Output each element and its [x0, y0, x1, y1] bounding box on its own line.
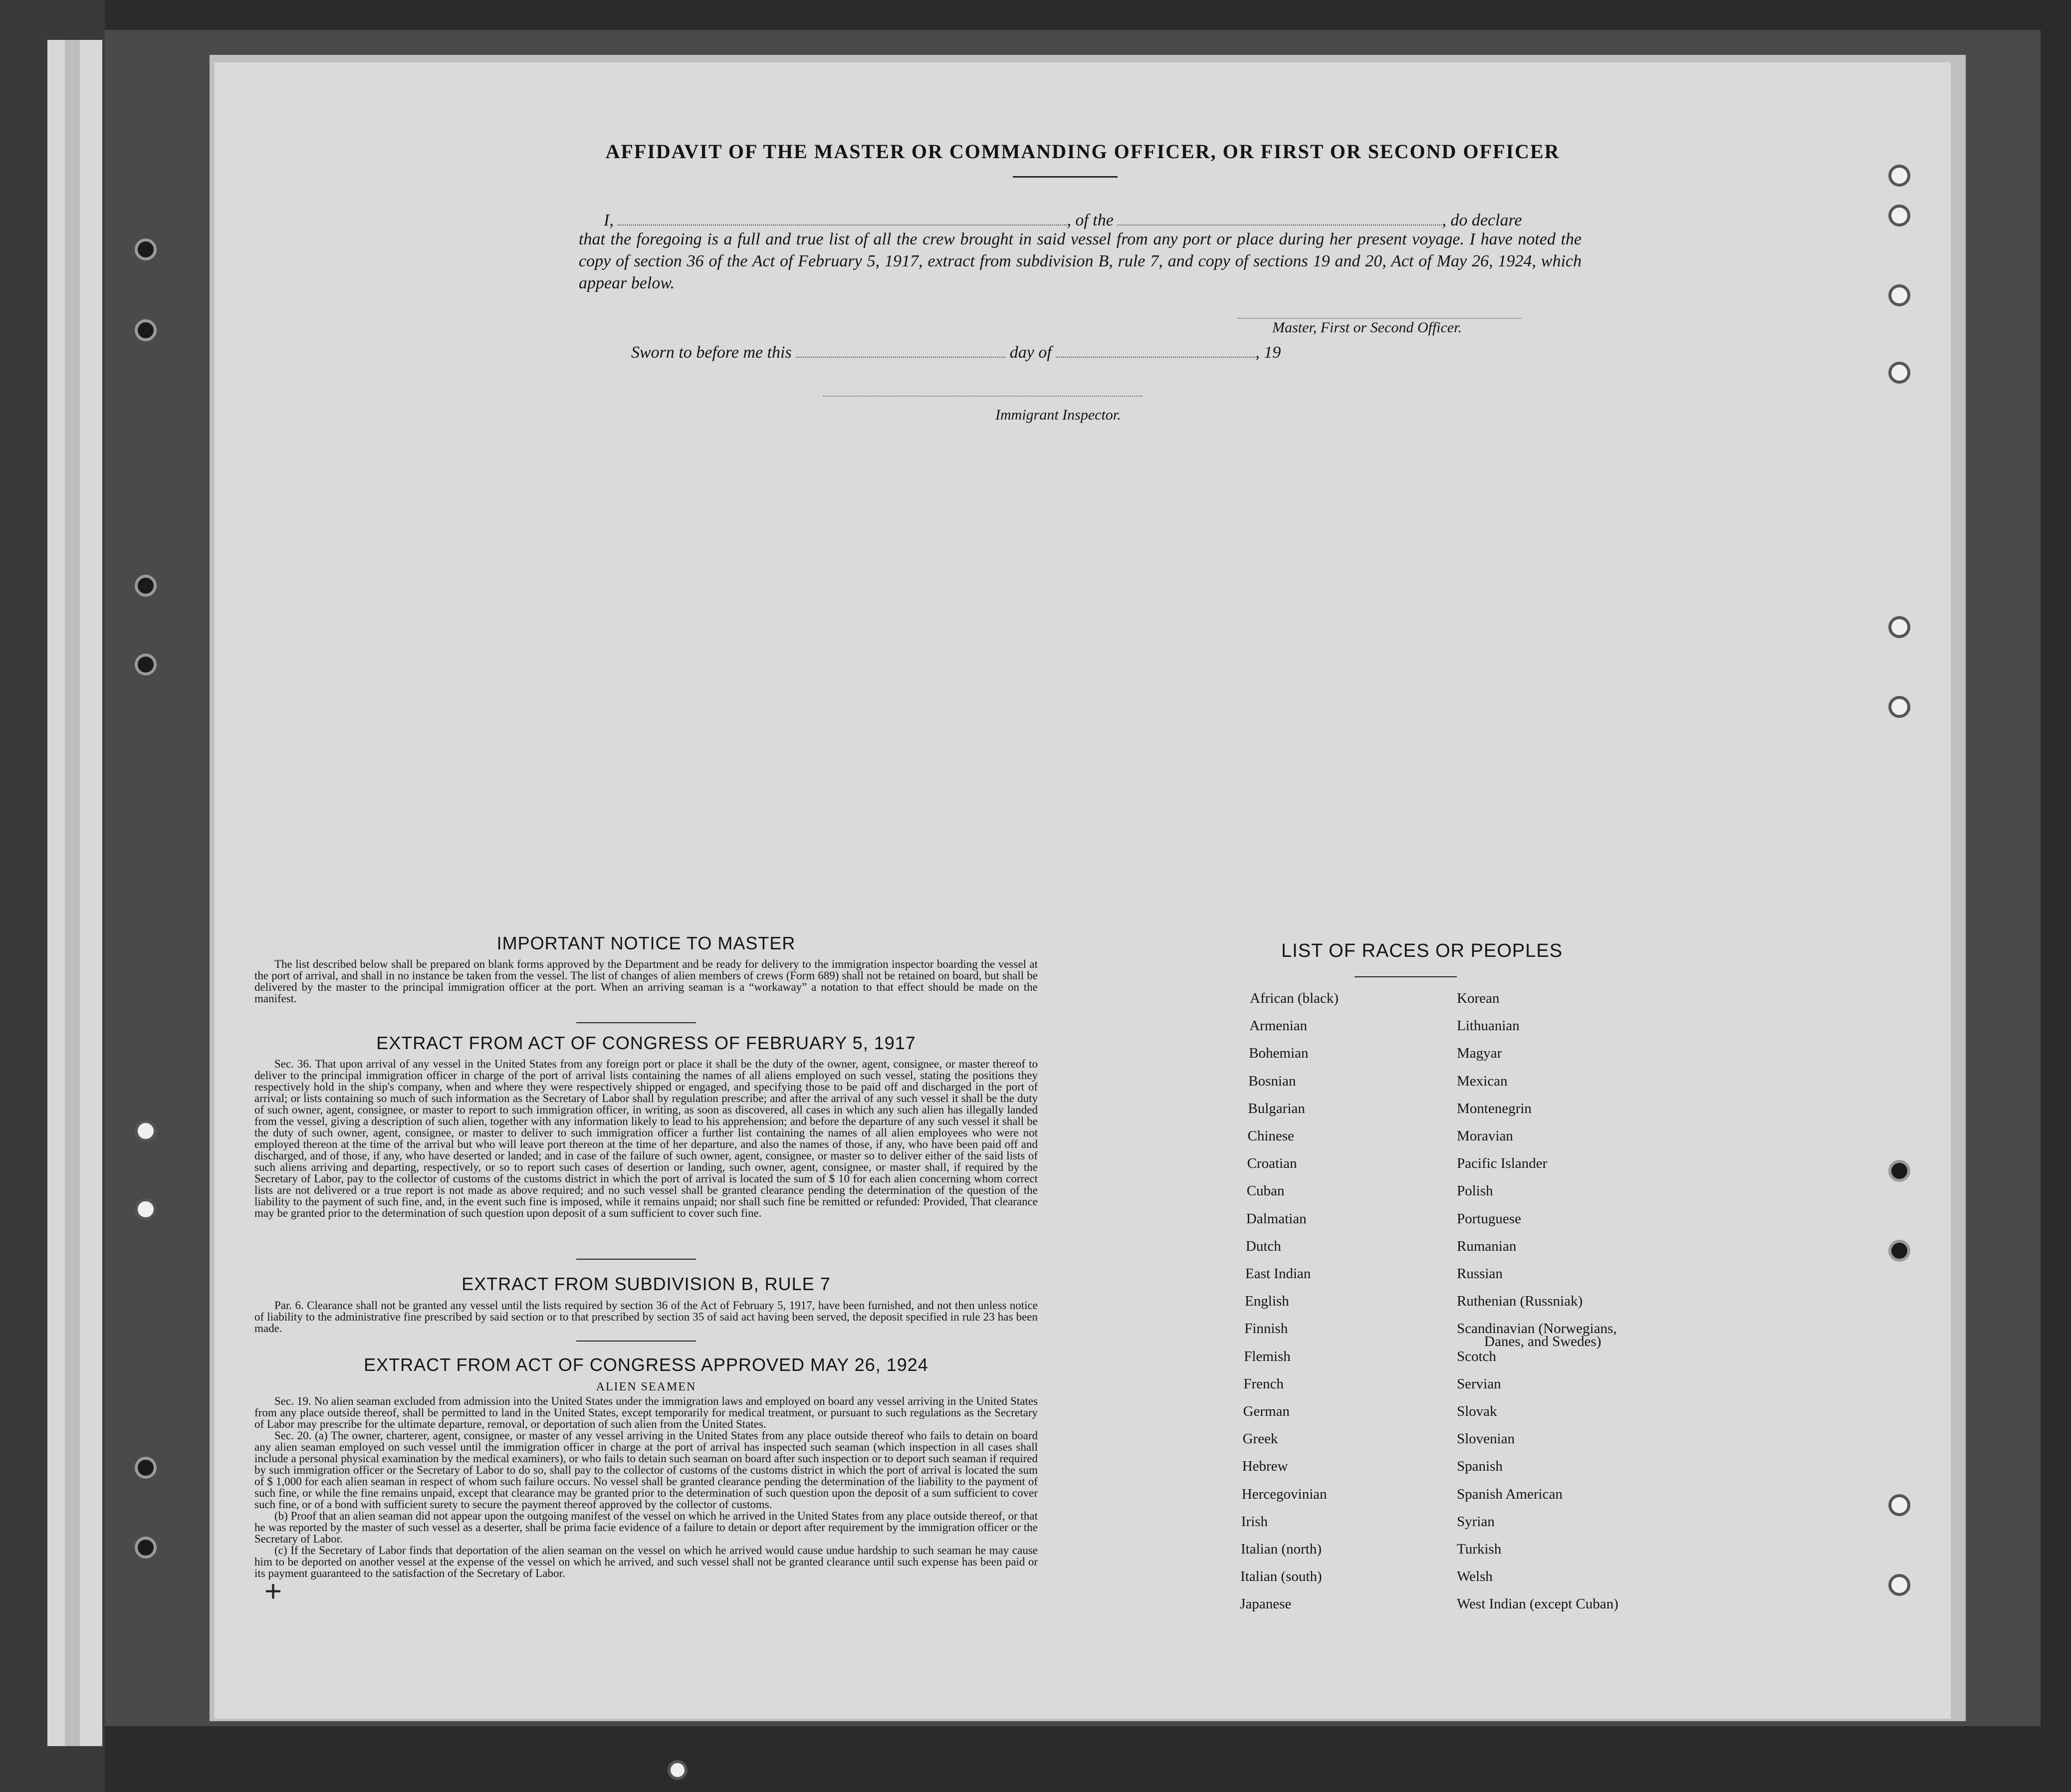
races-title: LIST OF RACES OR PEOPLES — [1281, 940, 1563, 961]
master-signature-label: Master, First or Second Officer. — [1272, 319, 1462, 336]
race-item: Magyar — [1457, 1045, 1502, 1062]
race-item: Scandinavian (Norwegians, — [1457, 1321, 1617, 1337]
race-item: German — [1243, 1403, 1290, 1419]
punch-hole-icon — [135, 1457, 157, 1479]
punch-hole-icon — [135, 575, 157, 597]
extract-1924-text — [254, 1395, 1038, 1579]
punch-hole-icon — [1888, 1494, 1910, 1516]
race-item: Korean — [1457, 990, 1500, 1006]
race-item: Pacific Islander — [1457, 1155, 1548, 1172]
punch-hole-icon — [135, 1198, 157, 1220]
punch-hole-icon — [135, 654, 157, 675]
year-label: , 19 — [1255, 343, 1281, 362]
race-item: English — [1245, 1293, 1289, 1310]
race-item: Japanese — [1240, 1596, 1292, 1612]
vessel-name-field[interactable] — [1118, 210, 1442, 225]
notice-heading: IMPORTANT NOTICE TO MASTER — [496, 933, 796, 953]
race-item: Lithuanian — [1457, 1018, 1520, 1034]
race-item: East Indian — [1245, 1266, 1311, 1282]
race-item: Bosnian — [1248, 1073, 1296, 1089]
race-item: Croatian — [1247, 1155, 1297, 1172]
race-item: Polish — [1457, 1183, 1493, 1199]
inspector-signature-label: Immigrant Inspector. — [995, 407, 1121, 423]
race-item: Russian — [1457, 1266, 1503, 1282]
section-rule — [576, 1341, 696, 1342]
affidavit-body: that the foregoing is a full and true list of all the crew brought in said vessel from any port or place during her present voyage. I have noted the copy of section 36 of the Act of February 5, 1917, extract from subdivision B, rule 7, and copy of sections 19 and 20, Act of May 26, 1924, which appear below. — [579, 230, 1582, 292]
sworn-day-field[interactable] — [796, 342, 1005, 358]
race-item: Flemish — [1244, 1348, 1291, 1364]
race-item-continuation: Danes, and Swedes) — [1484, 1334, 1602, 1350]
race-item: French — [1243, 1375, 1284, 1392]
punch-hole-icon — [1888, 696, 1910, 718]
corner-mark: + — [264, 1574, 282, 1608]
extract-1917-text: Sec. 36. That upon arrival of any vessel in the United States from any foreign port or place it shall be the duty of the owner, agent, consignee, or master thereof to deliver to the principal immigration officer in charge of the port of arrival lists containing the names of all aliens employed on such vessel, stating the positions they respectively hold in the ship's company, when and where they were respectively shipped or engaged, and specifying those to be paid off and discharged in the port of arrival; or lists containing so much of such information as the Secretary of Labor shall by regulation prescribe; and after the arrival of any such vessel it shall be the duty of such owner, agent, consignee, or master to report to such immigration officer, in writing, as soon as discovered, all cases in which any such alien has illegally landed from the vessel, giving a description of such alien, together with any information likely to lead to his apprehension; and before the departure of any such vessel it shall be the duty of such owner, agent, consignee, or master to deliver to such immigration officer a further list containing the names of all alien employees who were not employed thereon at the time of the arrival but who will leave port thereon at the time of her departure, and also the names of those, if any, who have been paid off and discharged, and of those, if any, who have deserted or landed; and in case of the failure of such owner, agent, consignee, or master so to deliver either of the said lists of such aliens arriving and departing, respectively, or so to report such cases of desertion or landing, such owner, agent, consignee, or master shall, if required by the Secretary of Labor, pay to the collector of customs of the customs district in which the port of arrival is located the sum of $ 10 for each alien concerning whom correct lists are not delivered or a true report is not made as above required; and no such vessel shall be granted clearance pending the determination of the question of the liability to the payment of such fine, and, in the event such fine is imposed, while it remains unpaid; nor shall such fine be remitted or refunded: Provided, That clearance may be granted prior to the determination of such question upon deposit of a sum sufficient to cover such fine. — [254, 1058, 1038, 1219]
races-rule — [1355, 976, 1457, 977]
binder-paper-edge-inner — [65, 40, 80, 1746]
alien-seamen-subheading: ALIEN SEAMEN — [596, 1380, 696, 1393]
master-signature-field[interactable] — [1237, 318, 1522, 319]
race-item: Dalmatian — [1246, 1210, 1307, 1227]
race-item: Mexican — [1457, 1073, 1508, 1089]
punch-hole-icon — [135, 1537, 157, 1559]
sec-19-text: Sec. 19. No alien seaman excluded from admission into the United States under the immigration laws and employed on board any vessel arriving in the United States from any place outside thereof, shall be permitted to land in the United States, except temporarily for medical treatment, or pursuant to such regulations as the Secretary of Labor may prescribe for the ultimate departure, removal, or deportation of such alien from the United States. — [254, 1395, 1038, 1430]
sec-20a-text: Sec. 20. (a) The owner, charterer, agent, consignee, or master of any vessel arriving in the United States from any place outside thereof who fails to detain on board any alien seaman employed on such vessel until the immigration officer in charge at the port of arrival has inspected such seaman (which inspection in all cases shall include a personal physical examination by the medical examiners), or who fails to detain such seaman on board after such inspection or to deport such seaman if required by such immigration officer or the Secretary of Labor to do so, shall pay to the collector of customs of the customs district in which the port of arrival is located the sum of $ 1,000 for each alien seaman in respect of whom such failure occurs. No vessel shall be granted clearance pending the determination of the liability to the payment of such fine, or while the fine remains unpaid, except that clearance may be granted prior to the determination of such question upon the deposit of a sum sufficient to cover such fine, or of a bond with sufficient surety to secure the payment thereof approved by the collector of customs. — [254, 1429, 1038, 1511]
race-item: Greek — [1242, 1431, 1278, 1447]
punch-hole-icon — [1888, 1160, 1910, 1182]
officer-name-field[interactable] — [618, 210, 1067, 225]
declare-label: , do declare — [1442, 211, 1522, 229]
punch-hole-icon — [1888, 284, 1910, 306]
extract-1924-heading: EXTRACT FROM ACT OF CONGRESS APPROVED MAY 26, 1924 — [364, 1354, 928, 1375]
punch-hole-icon — [1888, 362, 1910, 384]
race-item: Irish — [1241, 1513, 1268, 1530]
form-sheet — [215, 62, 1951, 1719]
bottom-clip-icon — [668, 1760, 688, 1780]
race-item: Rumanian — [1457, 1238, 1517, 1254]
inspector-signature-field[interactable] — [823, 396, 1143, 397]
race-item: Moravian — [1457, 1128, 1513, 1144]
race-item: Hebrew — [1242, 1458, 1288, 1475]
race-item: Slovak — [1457, 1403, 1497, 1419]
punch-hole-icon — [1888, 165, 1910, 187]
punch-hole-icon — [135, 1120, 157, 1142]
sworn-month-field[interactable] — [1056, 342, 1255, 358]
extract-1917-heading: EXTRACT FROM ACT OF CONGRESS OF FEBRUARY 5, 1917 — [376, 1033, 916, 1053]
day-of-label: day of — [1009, 343, 1052, 362]
race-item: West Indian (except Cuban) — [1457, 1596, 1618, 1612]
race-item: Turkish — [1457, 1541, 1502, 1557]
sworn-line — [579, 342, 1582, 364]
rule-7-heading: EXTRACT FROM SUBDIVISION B, RULE 7 — [461, 1274, 831, 1294]
rule-7-text: Par. 6. Clearance shall not be granted any vessel until the lists required by section 36 of the Act of February 5, 1917, have been furnished, and not then unless notice of liability to the administrative fine prescribed by said section or to that prescribed by section 35 of said act having been served, the deposit specified in rule 23 has been made. — [254, 1299, 1038, 1335]
punch-hole-icon — [1888, 205, 1910, 226]
notice-text: The list described below shall be prepared on blank forms approved by the Department and be ready for delivery to the immigration inspector boarding the vessel at the port of arrival, and shall in no instance be taken from the vessel. The list of changes of alien members of crews (Form 689) shall not be retained on board, but shall be delivered by the master to the principal immigration officer at the port. When an arriving seaman is a “workaway” a notation to that effect should be made on the manifest. — [254, 958, 1038, 1005]
race-item: Servian — [1457, 1375, 1501, 1392]
race-item: Dutch — [1245, 1238, 1281, 1254]
race-item: Italian (south) — [1240, 1568, 1322, 1585]
race-item: Ruthenian (Russniak) — [1457, 1293, 1583, 1310]
section-rule — [576, 1022, 696, 1023]
affidavit-title: AFFIDAVIT OF THE MASTER OR COMMANDING OFFICER, OR FIRST OR SECOND OFFICER — [605, 140, 1560, 163]
of-the-label: , of the — [1067, 211, 1114, 229]
race-item: Spanish American — [1457, 1486, 1563, 1502]
race-item: African (black) — [1250, 990, 1339, 1006]
title-rule — [1013, 176, 1118, 178]
punch-hole-icon — [135, 238, 157, 260]
sec-20b-text: (b) Proof that an alien seaman did not appear upon the outgoing manifest of the vessel on which he arrived in the United States from any place outside thereof, or that he was reported by the master of such vessel as a deserter, shall be prima facie evidence of a failure to detain or deport after requirement by the immigration officer or the Secretary of Labor. — [254, 1510, 1038, 1545]
punch-hole-icon — [1888, 1574, 1910, 1596]
race-item: Montenegrin — [1457, 1100, 1532, 1117]
race-item: Chinese — [1247, 1128, 1294, 1144]
sec-20c-text: (c) If the Secretary of Labor finds that deportation of the alien seaman on the vessel on which he arrived would cause undue hardship to such seaman he may cause him to be deported on another vessel at the expense of the vessel on which he arrived, and such vessel shall not be granted clearance until such expense has been paid or its payment guaranteed to the satisfaction of the Secretary of Labor. — [254, 1544, 1038, 1579]
race-item: Scotch — [1457, 1348, 1496, 1364]
race-item: Italian (north) — [1241, 1541, 1322, 1557]
punch-hole-icon — [135, 319, 157, 341]
punch-hole-icon — [1888, 1240, 1910, 1262]
sworn-label: Sworn to before me this — [631, 343, 792, 362]
race-item: Slovenian — [1457, 1431, 1515, 1447]
race-item: Bohemian — [1249, 1045, 1309, 1062]
race-item: Armenian — [1249, 1018, 1308, 1034]
race-item: Cuban — [1246, 1183, 1285, 1199]
section-rule — [576, 1259, 696, 1260]
race-item: Hercegovinian — [1241, 1486, 1327, 1502]
punch-hole-icon — [1888, 616, 1910, 638]
race-item: Bulgarian — [1248, 1100, 1305, 1117]
race-item: Finnish — [1244, 1321, 1288, 1337]
declarant-prefix: I, — [604, 211, 614, 229]
race-item: Syrian — [1457, 1513, 1495, 1530]
race-item: Spanish — [1457, 1458, 1503, 1475]
race-item: Portuguese — [1457, 1210, 1521, 1227]
binder-strip — [0, 0, 105, 1792]
race-item: Welsh — [1457, 1568, 1493, 1585]
